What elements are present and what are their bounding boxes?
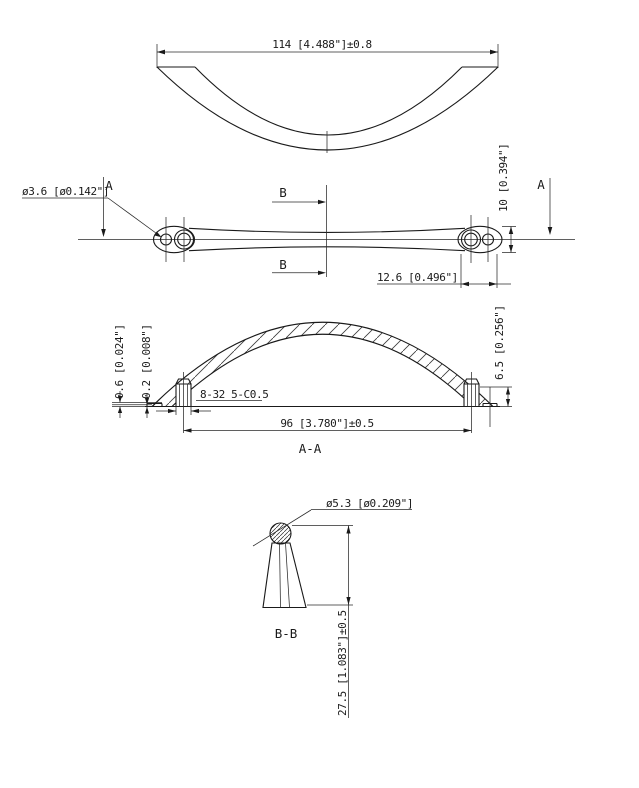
dim-arrow [506, 399, 510, 407]
section-marker-a-right: A [537, 177, 545, 192]
section-aa-label: A-A [298, 441, 322, 456]
section-arrow [318, 200, 326, 204]
dim-arrow [464, 428, 472, 432]
dim-end-height: 10 [0.394"] [497, 143, 510, 212]
dim-arrow [168, 409, 176, 413]
section-marker-b-top: B [279, 185, 287, 200]
dim-step-outer: 0.6 [0.024"] [113, 324, 126, 399]
dim-arrow [157, 50, 165, 55]
top-view [157, 38, 498, 153]
thread-callout: 8-32 5-C0.5 [200, 388, 269, 401]
dim-arrow [509, 245, 513, 253]
dim-arrow [490, 50, 498, 55]
dim-step-inner: 0.2 [0.008"] [140, 324, 153, 399]
dim-arrow [461, 282, 469, 286]
section-arrow [318, 271, 326, 275]
dim-arrow [509, 227, 513, 235]
dim-arrow [145, 407, 149, 414]
section-bb-label: B-B [274, 626, 298, 641]
section-marker-b-bottom: B [279, 257, 287, 272]
leg-section-outline [263, 543, 306, 608]
dim-screw-diameter: ø5.3 [ø0.209"] [326, 497, 414, 510]
section-arrow [101, 229, 106, 237]
section-bb-view [253, 497, 413, 718]
dim-arrow [184, 428, 192, 432]
dim-arrow [346, 526, 350, 534]
dim-hole-spacing: 96 [3.780"]±0.5 [280, 417, 374, 430]
section-marker-a-left: A [105, 178, 113, 193]
section-aa-view [112, 305, 512, 456]
section-arrow [548, 227, 553, 235]
dim-projection-height: 27.5 [1.083"]±0.5 [336, 610, 349, 716]
dim-arrow [489, 282, 497, 286]
dim-boss-height: 6.5 [0.256"] [493, 305, 506, 380]
dim-arrow [346, 597, 350, 605]
dim-arrow [191, 409, 199, 413]
plan-view [22, 144, 575, 288]
dim-arrow [506, 387, 510, 395]
dim-arrow [118, 407, 122, 414]
dim-hole-diameter: ø3.6 [ø0.142"] [22, 185, 110, 198]
dim-hole-offset: 12.6 [0.496"] [377, 271, 458, 284]
dim-overall-width: 114 [4.488"]±0.8 [272, 38, 372, 51]
